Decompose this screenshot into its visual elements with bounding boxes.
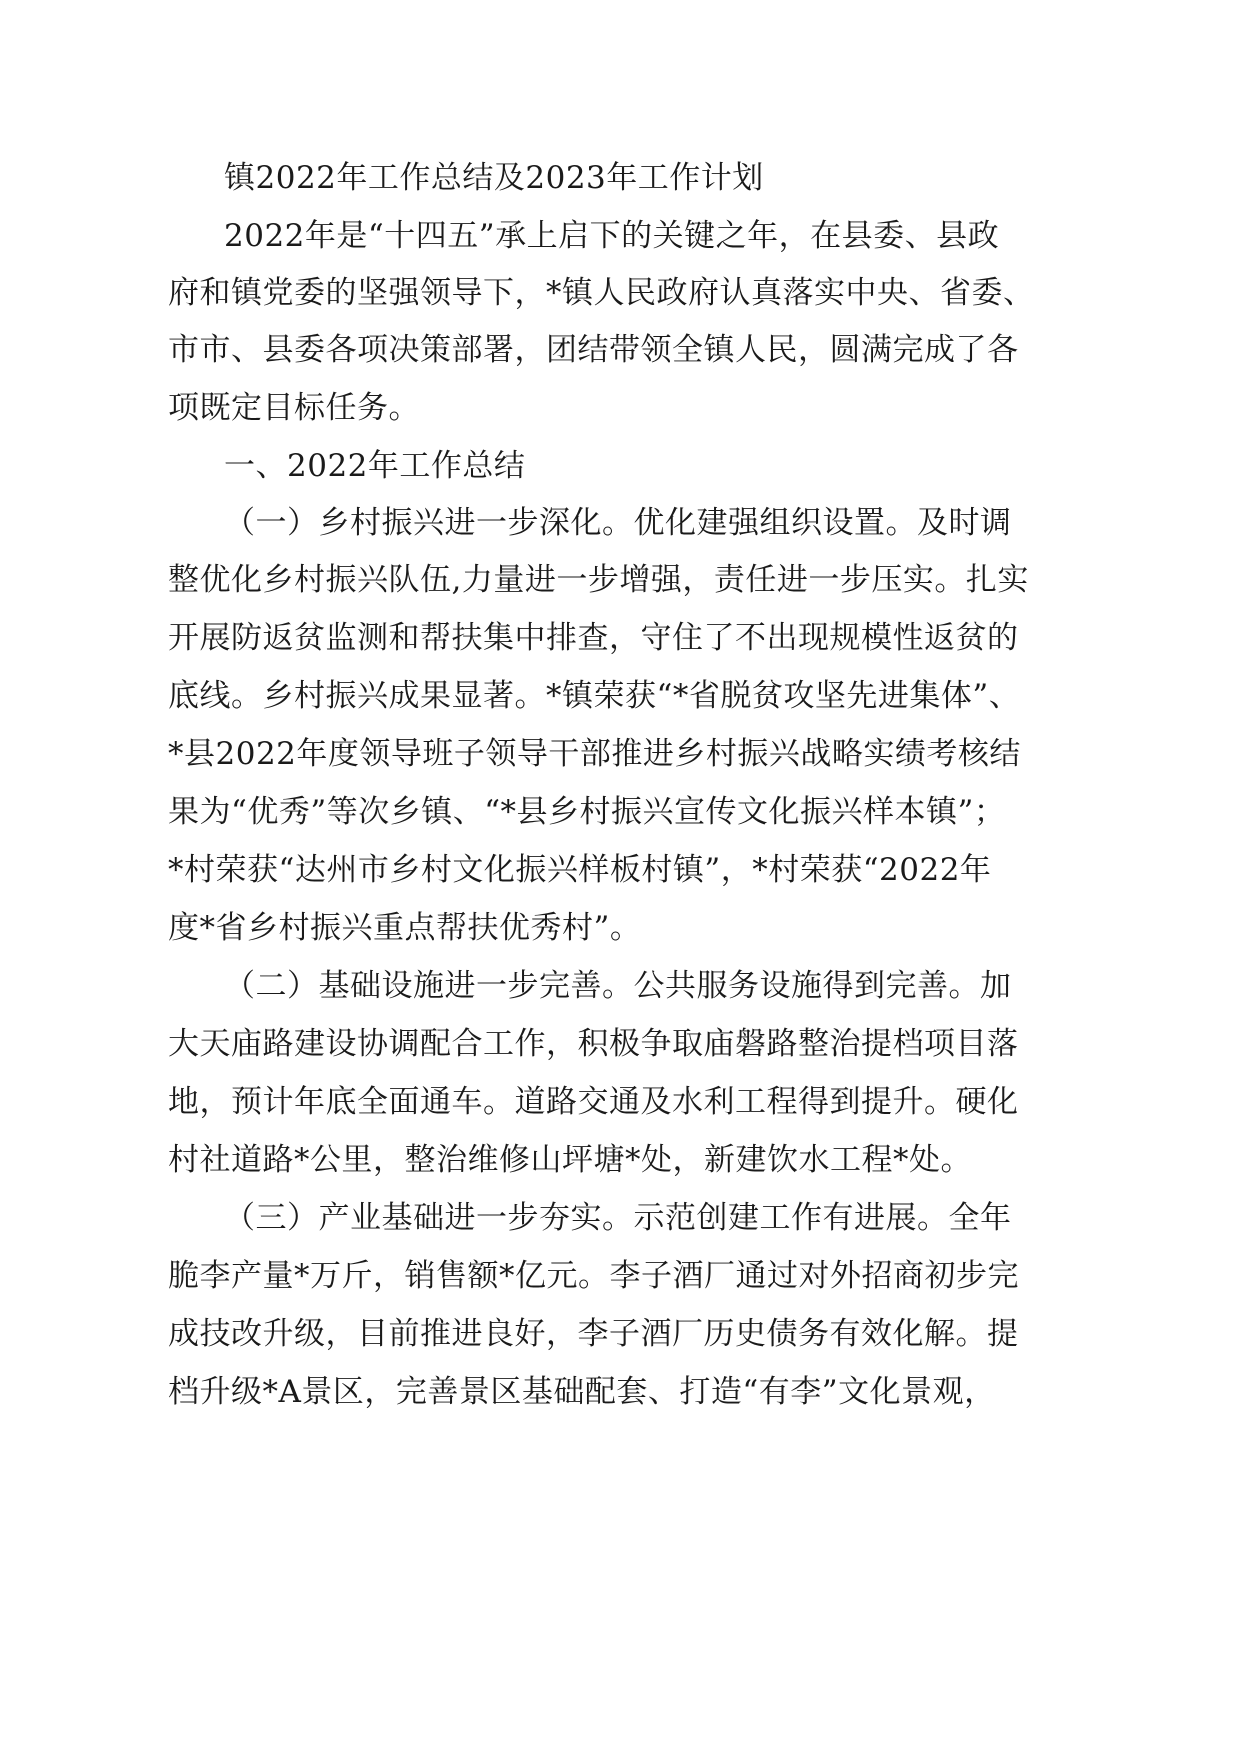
text-line: 2022年是“十四五”承上启下的关键之年，在县委、县政 xyxy=(224,218,1000,254)
text-line: 档升级*A景区，完善景区基础配套、打造“有李”文化景观， xyxy=(168,1374,996,1410)
document-title: 镇2022年工作总结及2023年工作计划 xyxy=(224,160,764,196)
text-line: 底线。乡村振兴成果显著。*镇荣获“*省脱贫攻坚先进集体”、 xyxy=(168,678,1021,714)
text-line: 开展防返贫监测和帮扶集中排查，守住了不出现规模性返贫的 xyxy=(168,620,1019,656)
text-line: （二）基础设施进一步完善。公共服务设施得到完善。加 xyxy=(224,968,1012,1004)
text-line: 村社道路*公里，整治维修山坪塘*处，新建饮水工程*处。 xyxy=(168,1142,972,1178)
text-line: *村荣获“达州市乡村文化振兴样板村镇”，*村荣获“2022年 xyxy=(168,852,992,888)
text-line: 大天庙路建设协调配合工作，积极争取庙磐路整治提档项目落 xyxy=(168,1026,1019,1062)
text-line: 度*省乡村振兴重点帮扶优秀村”。 xyxy=(168,910,642,946)
text-line: 脆李产量*万斤，销售额*亿元。李子酒厂通过对外招商初步完 xyxy=(168,1258,1019,1294)
text-line: 成技改升级，目前推进良好，李子酒厂历史债务有效化解。提 xyxy=(168,1316,1019,1352)
text-line: 府和镇党委的坚强领导下，*镇人民政府认真落实中央、省委、 xyxy=(168,275,1035,311)
text-line: 果为“优秀”等次乡镇、“*县乡村振兴宣传文化振兴样本镇”； xyxy=(168,794,1006,830)
text-line: 市市、县委各项决策部署，团结带领全镇人民，圆满完成了各 xyxy=(168,332,1019,368)
text-line: 整优化乡村振兴队伍,力量进一步增强，责任进一步压实。扎实 xyxy=(168,562,1029,598)
text-line: （一）乡村振兴进一步深化。优化建强组织设置。及时调 xyxy=(224,505,1012,541)
text-line: 项既定目标任务。 xyxy=(168,390,420,426)
text-line: *县2022年度领导班子领导干部推进乡村振兴战略实绩考核结 xyxy=(168,736,1021,772)
text-line: 地，预计年底全面通车。道路交通及水利工程得到提升。硬化 xyxy=(168,1084,1019,1120)
section-heading: 一、2022年工作总结 xyxy=(224,448,526,484)
text-line: （三）产业基础进一步夯实。示范创建工作有进展。全年 xyxy=(224,1200,1012,1236)
